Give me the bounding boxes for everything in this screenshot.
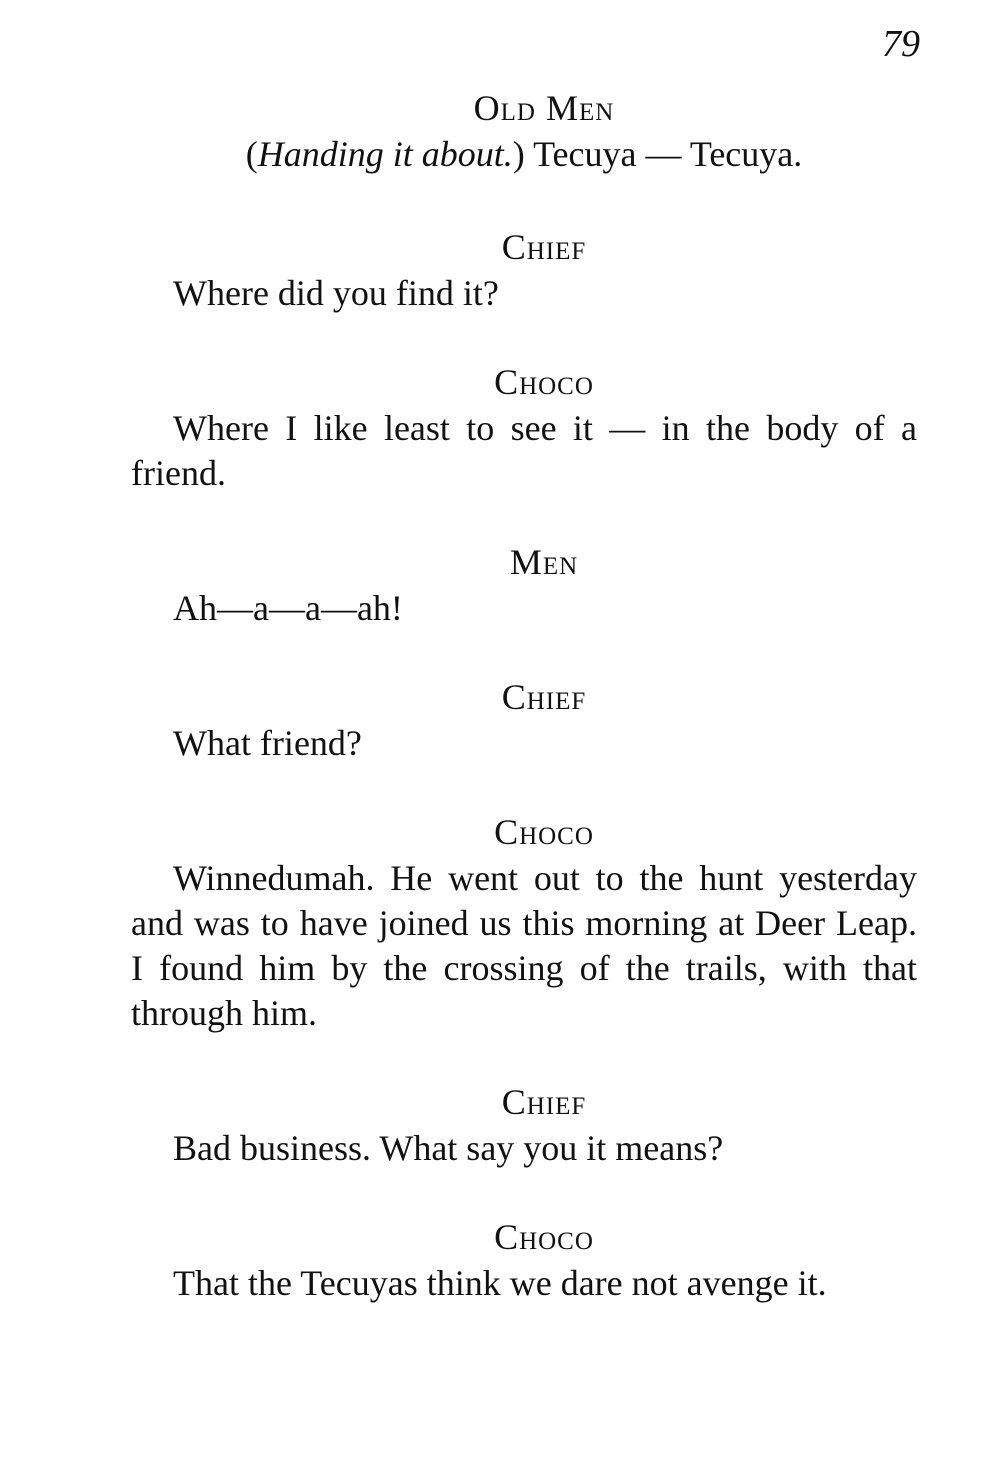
stage-direction: Handing it about. — [257, 134, 513, 174]
play-text — [131, 84, 917, 1348]
dialogue-block — [131, 1213, 917, 1306]
speaker-name: Choco — [494, 1217, 594, 1257]
speech-text: (Handing it about.) Tecuya — Tecuya. — [245, 134, 803, 174]
speech-line: Tecuya — Tecuya. — [533, 134, 803, 174]
dialogue-block — [131, 538, 917, 631]
dialogue-block — [131, 808, 917, 1036]
speaker-name: Men — [509, 542, 579, 582]
speech-text: What friend? — [173, 723, 362, 763]
speaker-name: Choco — [494, 812, 594, 852]
speech-text: Where I like least to see it — in the body of a friend. — [131, 408, 917, 493]
speech-text: Ah—a—a—ah! — [173, 588, 403, 628]
speech-text: Bad business. What say you it means? — [173, 1128, 724, 1168]
speaker-name: Chief — [501, 1082, 587, 1122]
speaker-name: Chief — [501, 227, 587, 267]
dialogue-block — [131, 84, 917, 177]
speech-text: That the Tecuyas think we dare not avenge it. — [173, 1263, 827, 1303]
dialogue-block — [131, 223, 917, 316]
dialogue-block — [131, 358, 917, 496]
speech-text: Winnedumah. He went out to the hunt yesterday and was to have joined us this morning at Deer Leap. I found him by the crossing of the trails, with that through him. — [131, 858, 917, 1033]
page-number: 79 — [882, 23, 920, 65]
speech-text: Where did you find it? — [173, 273, 499, 313]
speaker-name: Old Men — [473, 88, 615, 128]
dialogue-block — [131, 1078, 917, 1171]
speaker-name: Choco — [494, 362, 594, 402]
dialogue-block — [131, 673, 917, 766]
speaker-name: Chief — [501, 677, 587, 717]
